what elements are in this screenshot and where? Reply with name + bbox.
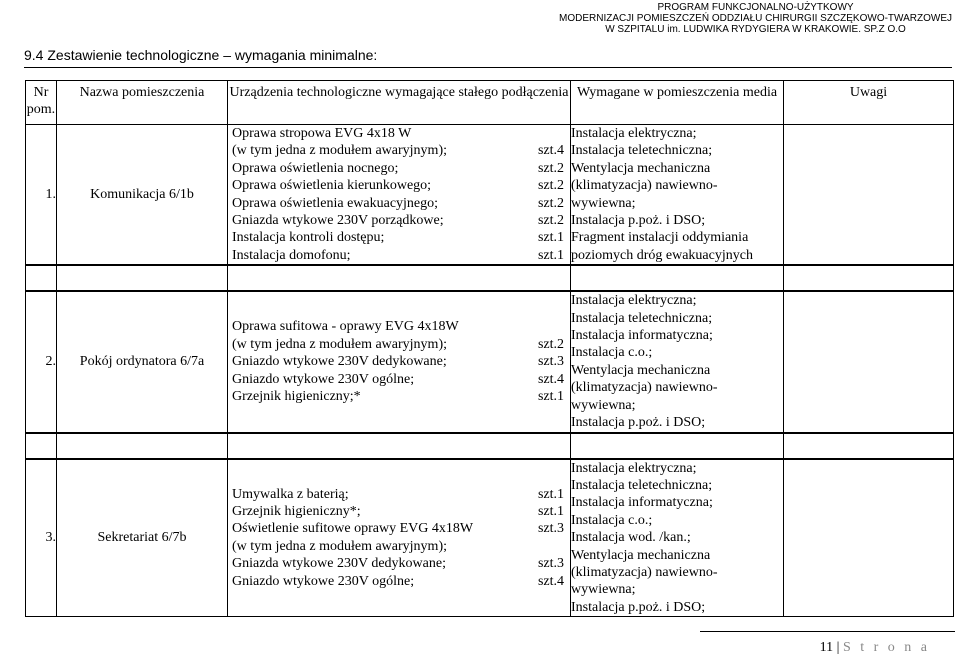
device-text: (w tym jedna z modułem awaryjnym);: [232, 538, 447, 554]
header-line-3: W SZPITALU im. LUDWIKA RYDYGIERA W KRAKOWIE. SP.Z O.O: [605, 24, 906, 35]
media-line: (klimatyzacja) nawiewno-: [571, 380, 718, 396]
media-line: Fragment instalacji oddymiania: [571, 230, 749, 246]
device-item: [232, 212, 564, 229]
device-item: [232, 573, 564, 590]
device-item: [232, 318, 564, 335]
media-line: Wentylacja mechaniczna: [571, 160, 711, 176]
media-line: Instalacja elektryczna;: [571, 293, 697, 309]
table-row: [26, 125, 954, 266]
row-separator: [26, 433, 954, 459]
device-quantity: szt.2: [537, 336, 564, 352]
page-label: S t r o n a: [842, 640, 930, 655]
media-line: Instalacja p.poż. i DSO;: [571, 213, 706, 229]
devices-cell: [228, 459, 571, 617]
device-item: [232, 160, 564, 177]
device-text: Oprawa sufitowa - oprawy EVG 4x18W: [232, 319, 459, 335]
device-text: Oprawa oświetlenia ewakuacyjnego;: [232, 195, 439, 211]
device-text: Gniazda wtykowe 230V dedykowane;: [232, 556, 446, 572]
media-line: Wentylacja mechaniczna: [571, 547, 711, 563]
col-header-notes: Uwagi: [784, 81, 954, 125]
device-item: [232, 142, 564, 159]
media-cell: [571, 125, 784, 266]
media-line: Instalacja teletechniczna;: [571, 310, 713, 326]
media-line: Instalacja teletechniczna;: [571, 477, 713, 493]
media-line: Instalacja informatyczna;: [571, 495, 713, 511]
room-name: Sekretariat 6/7b: [57, 459, 228, 617]
device-item: [232, 336, 564, 353]
device-text: Gniazda wtykowe 230V porządkowe;: [232, 213, 444, 229]
media-line: Instalacja p.poż. i DSO;: [571, 599, 706, 615]
media-line: wywiewna;: [571, 397, 636, 413]
device-quantity: szt.1: [537, 230, 564, 246]
device-quantity: szt.3: [537, 354, 564, 370]
media-line: Instalacja c.o.;: [571, 345, 653, 361]
footer-line: [700, 631, 955, 632]
media-line: Instalacja elektryczna;: [571, 126, 697, 141]
device-item: [232, 247, 564, 264]
device-item: [232, 388, 564, 405]
media-line: (klimatyzacja) nawiewno-: [571, 178, 718, 194]
media-line: wywiewna;: [571, 582, 636, 598]
device-quantity: szt.4: [537, 371, 564, 387]
devices-cell: [228, 125, 571, 266]
table-body: [26, 125, 954, 617]
table-row: [26, 459, 954, 617]
room-name: Komunikacja 6/1b: [57, 125, 228, 266]
devices-cell: [228, 291, 571, 432]
device-item: [232, 229, 564, 246]
section-underline: [24, 67, 952, 68]
col-header-media: Wymagane w pomieszczenia media: [571, 81, 784, 125]
col-header-devices: Urządzenia technologiczne wymagające stałego podłączenia: [228, 81, 571, 125]
media-line: Instalacja informatyczna;: [571, 328, 713, 344]
device-text: Gniazdo wtykowe 230V ogólne;: [232, 573, 415, 589]
device-text: Instalacja domofonu;: [232, 247, 351, 263]
header-line-1: PROGRAM FUNKCJONALNO-UŻYTKOWY: [657, 2, 854, 13]
notes-cell: [784, 459, 954, 617]
device-item: [232, 486, 564, 503]
device-text: Oprawa oświetlenia kierunkowego;: [232, 178, 432, 194]
device-quantity: szt.2: [537, 178, 564, 194]
device-item: [232, 177, 564, 194]
device-quantity: szt.3: [537, 521, 564, 537]
device-text: Umywalka z baterią;: [232, 486, 349, 502]
device-item: [232, 371, 564, 388]
device-quantity: szt.2: [537, 160, 564, 176]
device-text: Grzejnik higieniczny*;: [232, 504, 361, 520]
room-number: 2.: [26, 291, 57, 432]
page-footer: [820, 640, 930, 656]
device-text: Oświetlenie sufitowe oprawy EVG 4x18W: [232, 521, 474, 537]
device-item: [232, 195, 564, 212]
device-text: Oprawa stropowa EVG 4x18 W: [232, 126, 412, 141]
room-number: 3.: [26, 459, 57, 617]
device-item: [232, 503, 564, 520]
device-quantity: szt.2: [537, 213, 564, 229]
room-name: Pokój ordynatora 6/7a: [57, 291, 228, 432]
device-text: Gniazdo wtykowe 230V ogólne;: [232, 371, 415, 387]
notes-cell: [784, 291, 954, 432]
row-separator: [26, 265, 954, 291]
room-number: 1.: [26, 125, 57, 266]
device-quantity: szt.3: [537, 556, 564, 572]
media-cell: [571, 459, 784, 617]
device-quantity: szt.1: [537, 486, 564, 502]
media-line: Wentylacja mechaniczna: [571, 362, 711, 378]
device-item: [232, 520, 564, 537]
media-line: wywiewna;: [571, 195, 636, 211]
page-number: 11: [819, 640, 834, 655]
col-header-name: Nazwa pomieszczenia: [57, 81, 228, 125]
footer-separator: |: [836, 640, 840, 655]
device-quantity: szt.1: [537, 504, 564, 520]
document-header: [559, 2, 952, 35]
table-row: [26, 291, 954, 432]
device-quantity: szt.2: [537, 195, 564, 211]
device-text: Oprawa oświetlenia nocnego;: [232, 160, 399, 176]
media-line: Instalacja elektryczna;: [571, 460, 697, 476]
media-line: Instalacja teletechniczna;: [571, 143, 713, 159]
device-text: (w tym jedna z modułem awaryjnym);: [232, 143, 447, 159]
device-quantity: szt.1: [537, 247, 564, 263]
media-line: Instalacja p.poż. i DSO;: [571, 415, 706, 431]
device-text: Instalacja kontroli dostępu;: [232, 230, 385, 246]
media-line: Instalacja c.o.;: [571, 512, 653, 528]
media-cell: [571, 291, 784, 432]
device-text: Gniazdo wtykowe 230V dedykowane;: [232, 354, 447, 370]
table-header-row: [26, 81, 954, 125]
device-quantity: szt.4: [537, 573, 564, 589]
notes-cell: [784, 125, 954, 266]
device-item: [232, 538, 564, 555]
device-text: Grzejnik higieniczny;*: [232, 388, 361, 404]
media-line: (klimatyzacja) nawiewno-: [571, 564, 718, 580]
device-item: [232, 353, 564, 370]
device-item: [232, 125, 564, 142]
col-header-nr: Nr pom.: [26, 81, 57, 125]
section-title: 9.4 Zestawienie technologiczne – wymagania minimalne:: [24, 47, 378, 63]
header-line-2: MODERNIZACJI POMIESZCZEŃ ODDZIAŁU CHIRURGII SZCZĘKOWO-TWARZOWEJ: [559, 13, 952, 24]
device-item: [232, 555, 564, 572]
media-line: Instalacja wod. /kan.;: [571, 530, 691, 546]
media-line: poziomych dróg ewakuacyjnych: [571, 247, 753, 263]
device-quantity: szt.1: [537, 388, 564, 404]
device-quantity: szt.4: [537, 143, 564, 159]
device-text: (w tym jedna z modułem awaryjnym);: [232, 336, 447, 352]
technology-table: [25, 80, 954, 617]
